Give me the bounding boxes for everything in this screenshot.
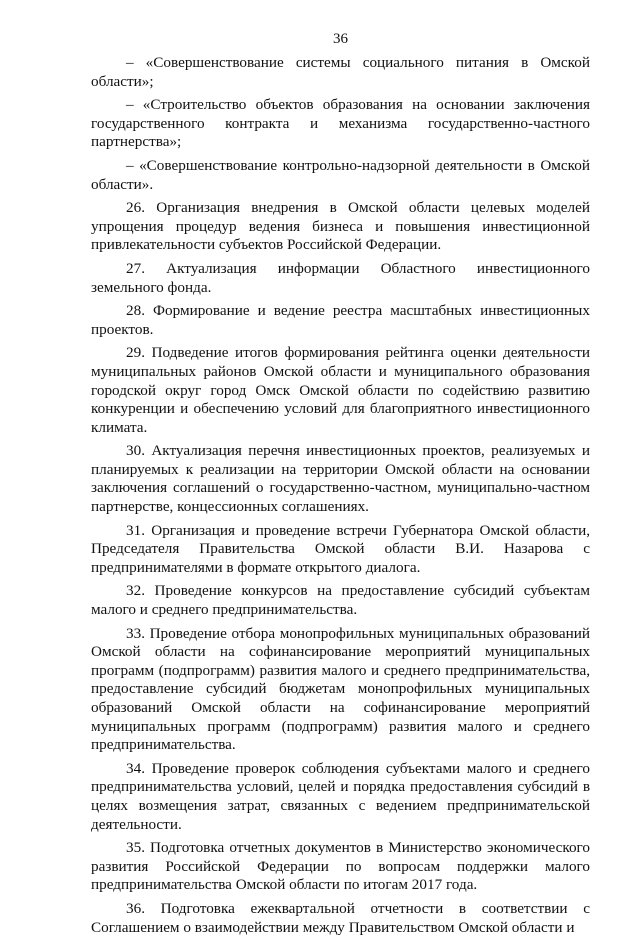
document-page [91,30,590,942]
paragraph-27: 27. Актуализация информации Областного инвестиционного земельного фонда. [91,259,590,296]
paragraph-36: 36. Подготовка ежеквартальной отчетности в соответствии с Соглашением о взаимодействии между Правительством Омской области и [91,899,590,936]
paragraph-30: 30. Актуализация перечня инвестиционных проектов, реализуемых и планируемых к реализации на территории Омской области на основании заключения соглашений о государственно-частном, муниципально-частном партнерстве, концессионных соглашениях. [91,442,590,516]
paragraph-31: 31. Организация и проведение встречи Губернатора Омской области, Председателя Правительства Омской области В.И. Назарова с предпринимателями в формате открытого диалога. [91,521,590,576]
paragraph-33: 33. Проведение отбора монопрофильных муниципальных образований Омской области на софинансирование мероприятий муниципальных программ (подпрограмм) развития малого и среднего предпринимательства, предоставление субсидий бюджетам монопрофильных муниципальных образований Омской области на софинансирование мероприятий муниципальных программ (подпрограмм) развития малого и среднего предпринимательства. [91,624,590,754]
paragraph-35: 35. Подготовка отчетных документов в Министерство экономического развития Российской Федерации по вопросам поддержки малого предпринимательства Омской области по итогам 2017 года. [91,839,590,894]
paragraph-dash-social-nutrition: – «Совершенствование системы социального питания в Омской области»; [91,54,590,90]
paragraph-28: 28. Формирование и ведение реестра масштабных инвестиционных проектов. [91,302,590,338]
paragraph-dash-control-supervision: – «Совершенствование контрольно-надзорной деятельности в Омской области». [91,156,590,193]
paragraph-29: 29. Подведение итогов формирования рейтинга оценки деятельности муниципальных районов Омской области и муниципального образования городской округ город Омск Омской области по содействию развитию конкуренции и обеспечению условий для благоприятного инвестиционного климата. [91,344,590,436]
paragraph-32: 32. Проведение конкурсов на предоставление субсидий субъектам малого и среднего предпринимательства. [91,582,590,619]
paragraph-26: 26. Организация внедрения в Омской области целевых моделей упрощения процедур ведения бизнеса и повышения инвестиционной привлекательности субъектов Российской Федерации. [91,199,590,254]
paragraph-34: 34. Проведение проверок соблюдения субъектами малого и среднего предпринимательства условий, целей и порядка предоставления субсидий в целях возмещения затрат, связанных с ведением предпринимательской деятельности. [91,759,590,833]
paragraph-dash-education-construction: – «Строительство объектов образования на основании заключения государственного контракта и механизма государственно-частного партнерства»; [91,96,590,151]
page-number: 36 [333,31,348,47]
